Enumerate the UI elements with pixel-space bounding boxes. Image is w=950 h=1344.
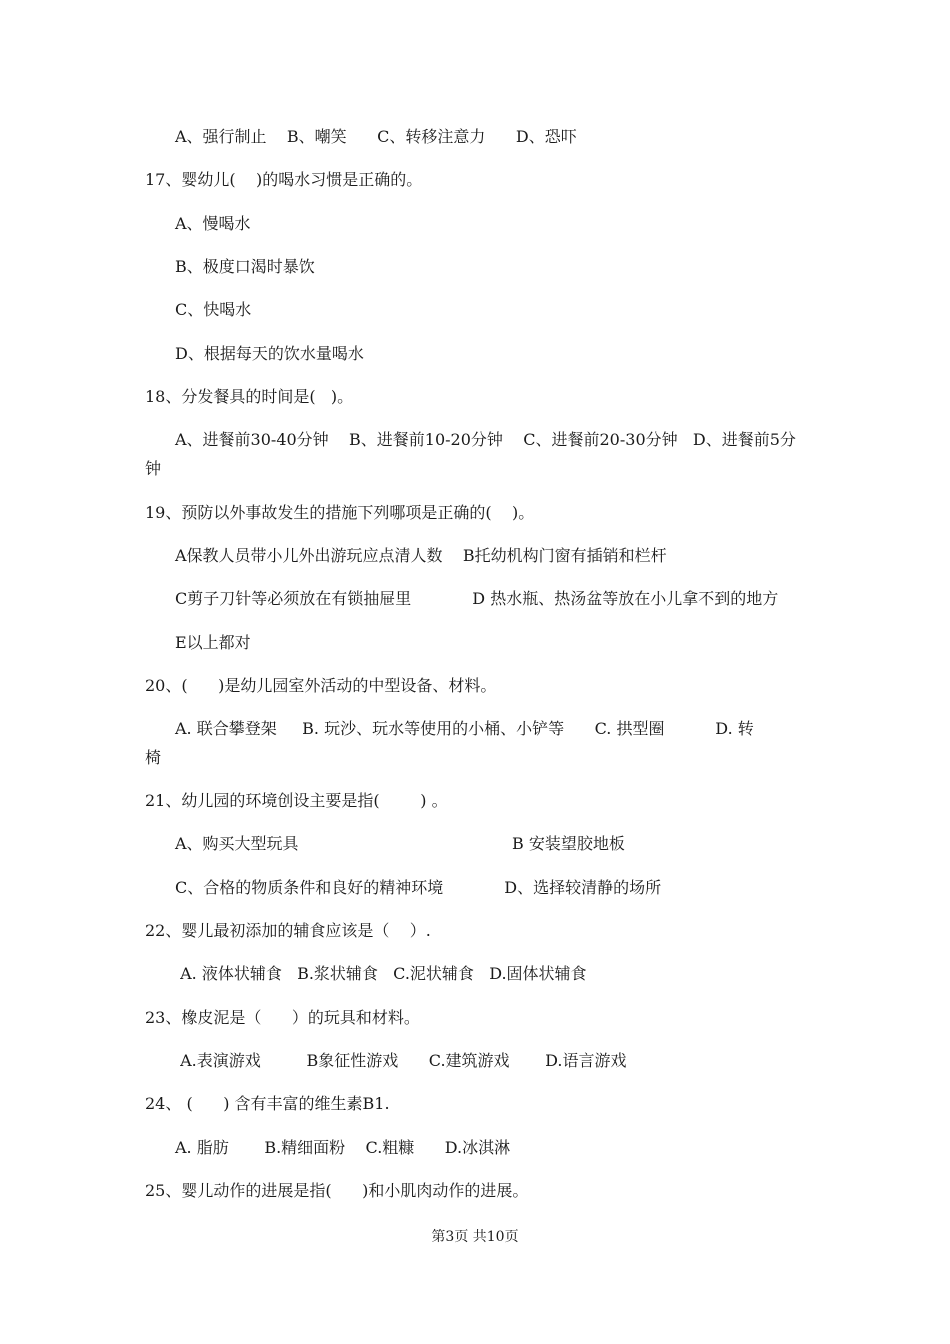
q22-stem: 22、婴儿最初添加的辅食应该是（ ）. [145,921,431,940]
q23-options: A.表演游戏 B象征性游戏 C.建筑游戏 D.语言游戏 [175,1051,627,1070]
q22-options: A. 液体状辅食 B.浆状辅食 C.泥状辅食 D.固体状辅食 [175,964,587,983]
q19-option-e: E以上都对 [175,633,251,652]
q17-option-d: D、根据每天的饮水量喝水 [175,344,364,363]
q17-option-a: A、慢喝水 [175,214,251,233]
q21-option-a: A、购买大型玩具 [175,834,299,853]
q24-stem: 24、 ( ) 含有丰富的维生素B1. [145,1094,390,1113]
q21-options-cd: C、合格的物质条件和良好的精神环境 D、选择较清静的场所 [175,878,662,897]
q25-stem: 25、婴儿动作的进展是指( )和小肌肉动作的进展。 [145,1181,529,1200]
q19-stem: 19、预防以外事故发生的措施下列哪项是正确的( )。 [145,503,535,522]
q19-options-ab: A保教人员带小儿外出游玩应点清人数 B托幼机构门窗有插销和栏杆 [175,546,667,565]
q23-stem: 23、橡皮泥是（ ）的玩具和材料。 [145,1008,420,1027]
q24-options: A. 脂肪 B.精细面粉 C.粗糠 D.冰淇淋 [175,1138,511,1157]
q18-stem: 18、分发餐具的时间是( )。 [145,387,354,406]
page-number-footer: 第3页 共10页 [431,1229,519,1245]
q21-option-b: B 安装望胶地板 [512,834,625,853]
q16-options: A、强行制止 B、嘲笑 C、转移注意力 D、恐吓 [175,127,577,146]
q18-options-continued: 钟 [145,459,162,478]
q20-stem: 20、( )是幼儿园室外活动的中型设备、材料。 [145,676,497,695]
q17-option-b: B、极度口渴时暴饮 [175,257,315,276]
q19-options-cd: C剪子刀针等必须放在有锁抽屉里 D 热水瓶、热汤盆等放在小儿拿不到的地方 [175,589,779,608]
q18-options: A、进餐前30-40分钟 B、进餐前10-20分钟 C、进餐前20-30分钟 D、进餐前5分 [175,430,796,449]
q21-stem: 21、幼儿园的环境创设主要是指( ) 。 [145,791,448,810]
q20-options: A. 联合攀登架 B. 玩沙、玩水等使用的小桶、小铲等 C. 拱型圈 D. 转 [175,719,754,738]
q20-options-continued: 椅 [145,748,162,767]
q17-option-c: C、快喝水 [175,300,252,319]
q17-stem: 17、婴幼儿( )的喝水习惯是正确的。 [145,170,423,189]
